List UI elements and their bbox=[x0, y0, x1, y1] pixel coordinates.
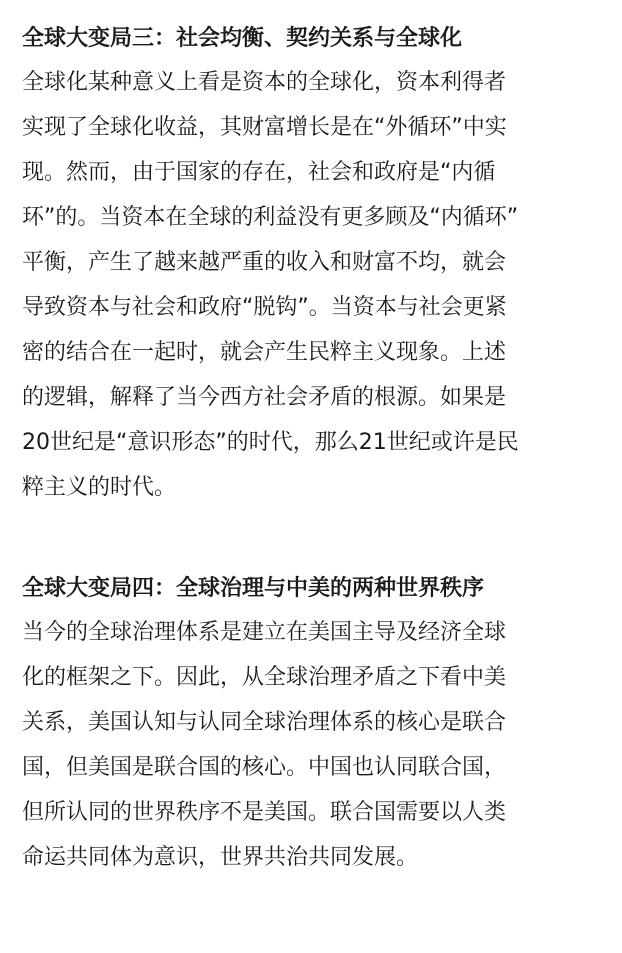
section-body bbox=[22, 610, 598, 880]
body-line: 全球化某种意义上看是资本的全球化，资本利得者 bbox=[22, 70, 507, 95]
body-line: 导致资本与社会和政府“脱钩”。当资本与社会更紧 bbox=[22, 295, 507, 320]
section-global-change-four bbox=[22, 572, 598, 880]
body-line: 20世纪是“意识形态”的时代，那么21世纪或许是民 bbox=[22, 430, 519, 455]
body-line: 当今的全球治理体系是建立在美国主导及经济全球 bbox=[22, 620, 507, 645]
body-line: 的逻辑，解释了当今西方社会矛盾的根源。如果是 bbox=[22, 385, 507, 410]
body-line: 现。然而，由于国家的存在，社会和政府是“内循 bbox=[22, 160, 496, 185]
section-global-change-three bbox=[22, 22, 598, 510]
body-line: 关系，美国认知与认同全球治理体系的核心是联合 bbox=[22, 710, 507, 735]
section-heading: 全球大变局四：全球治理与中美的两种世界秩序 bbox=[22, 576, 485, 601]
body-line: 环”的。当资本在全球的利益没有更多顾及“内循环” bbox=[22, 205, 519, 230]
section-body bbox=[22, 60, 598, 510]
body-line: 粹主义的时代。 bbox=[22, 475, 177, 500]
body-line: 实现了全球化收益，其财富增长是在“外循环”中实 bbox=[22, 115, 507, 140]
body-line: 化的框架之下。因此，从全球治理矛盾之下看中美 bbox=[22, 665, 507, 690]
section-heading: 全球大变局三：社会均衡、契约关系与全球化 bbox=[22, 26, 463, 51]
body-line: 但所认同的世界秩序不是美国。联合国需要以人类 bbox=[22, 800, 507, 825]
body-line: 平衡，产生了越来越严重的收入和财富不均，就会 bbox=[22, 250, 507, 275]
body-line: 国，但美国是联合国的核心。中国也认同联合国， bbox=[22, 755, 507, 780]
body-line: 密的结合在一起时，就会产生民粹主义现象。上述 bbox=[22, 340, 507, 365]
body-line: 命运共同体为意识，世界共治共同发展。 bbox=[22, 845, 419, 870]
